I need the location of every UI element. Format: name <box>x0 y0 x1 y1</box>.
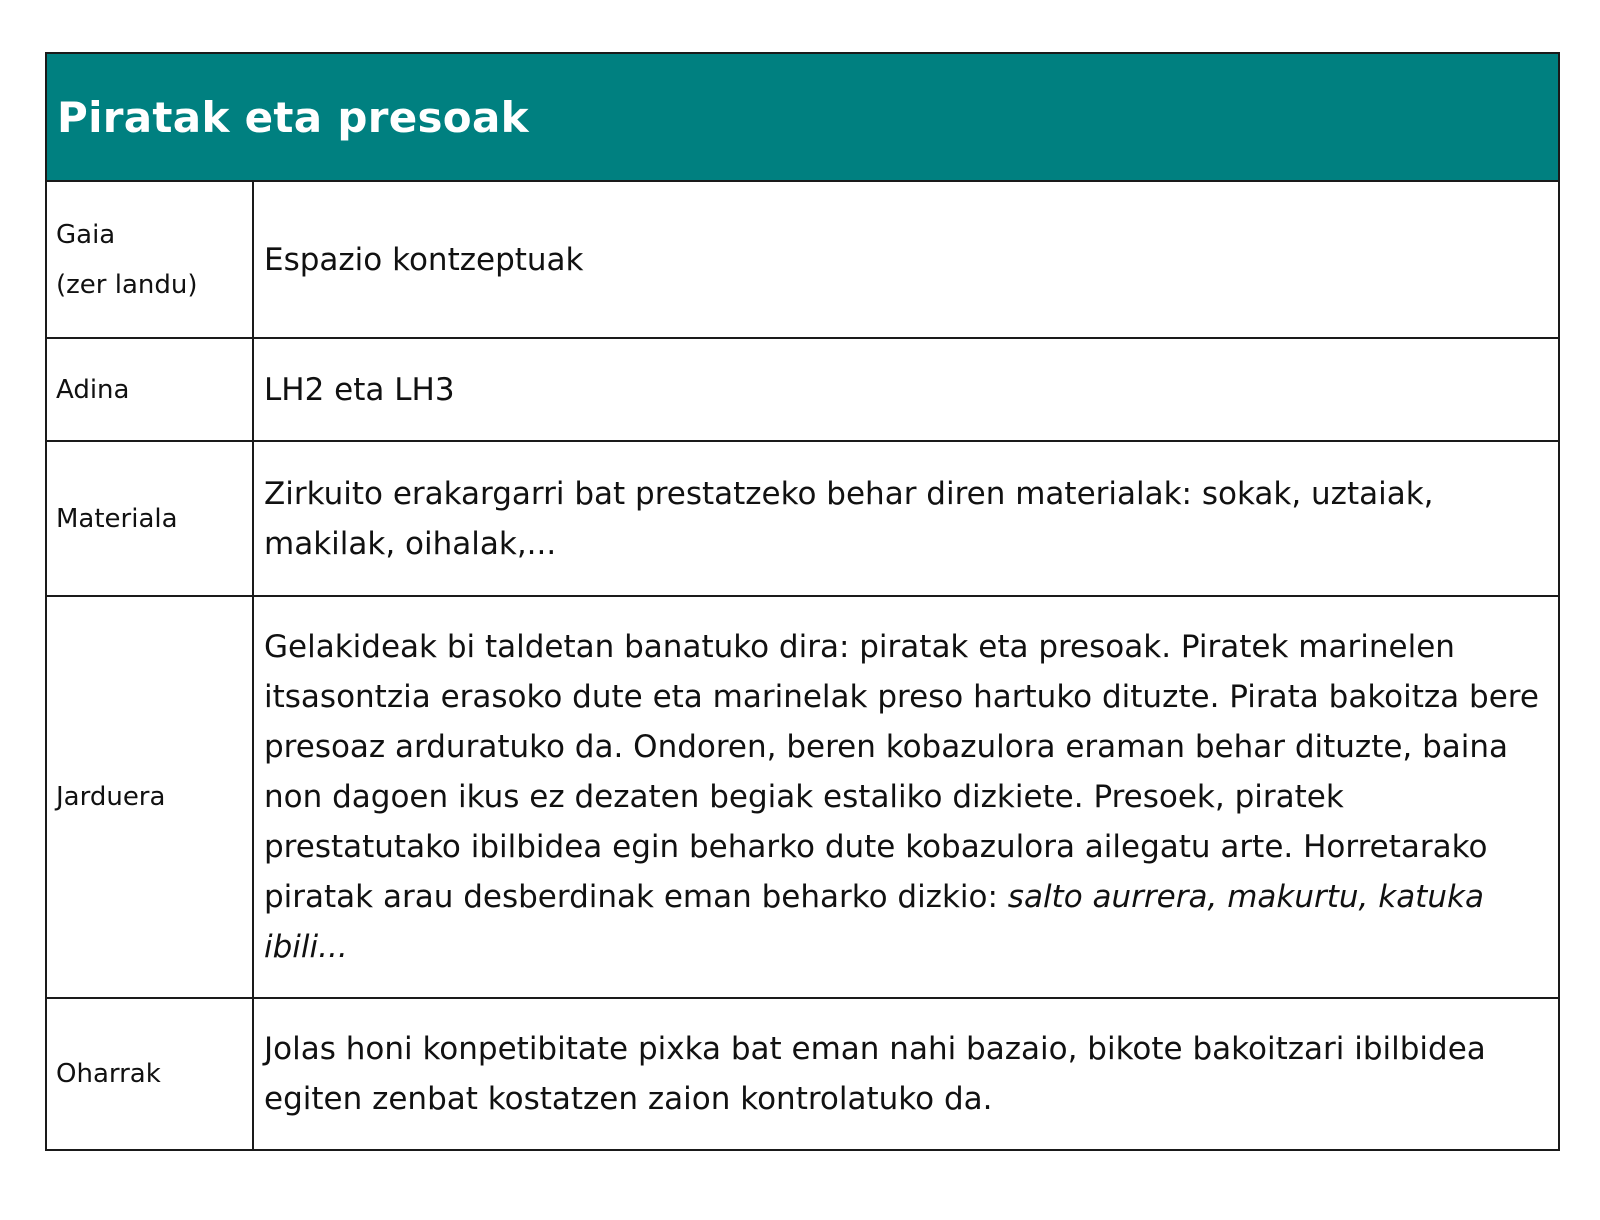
value-jarduera-text: Gelakideak bi taldetan banatuko dira: piratak eta presoak. Piratek marinelen itsasontzia erasoko dute eta marinelak preso hartuko dituzte. Pirata bakoitza bere presoaz arduratuko da. Ondoren, beren kobazulora eraman behar dituzte, baina non dagoen ikus ez dezaten begiak estaliko dizkiete. Presoek, piratek prestatutako ibilbidea egin beharko dute kobazulora ailegatu arte. Horretarako piratak arau desberdinak eman beharko dizkio: <box>264 629 1539 915</box>
row-adina <box>47 339 1558 442</box>
value-adina: LH2 eta LH3 <box>264 371 455 408</box>
label-oharrak: Oharrak <box>56 1059 161 1089</box>
row-label <box>47 182 254 337</box>
row-jarduera <box>47 597 1558 999</box>
row-oharrak <box>47 999 1558 1149</box>
card-header <box>47 54 1558 182</box>
row-value <box>254 597 1558 997</box>
row-value <box>254 999 1558 1149</box>
row-label <box>47 339 254 440</box>
label-materiala: Materiala <box>56 503 178 534</box>
label-adina: Adina <box>56 374 130 405</box>
label-gaia: Gaia <box>56 219 116 250</box>
label-stack <box>56 210 198 310</box>
value-jarduera <box>264 622 1544 972</box>
row-label <box>47 442 254 595</box>
row-label <box>47 999 254 1149</box>
label-jarduera: Jarduera <box>56 782 166 812</box>
row-value <box>254 442 1558 595</box>
label-gaia-sub: (zer landu) <box>56 269 198 300</box>
row-value <box>254 182 1558 337</box>
row-value <box>254 339 1558 440</box>
value-oharrak: Jolas honi konpetibitate pixka bat eman nahi bazaio, bikote bakoitzari ibilbidea egiten zenbat kostatzen zaion kontrolatuko da. <box>264 1031 1486 1117</box>
card-title: Piratak eta presoak <box>57 92 529 142</box>
value-jarduera-examples: salto aurrera, makurtu, katuka ibili... <box>264 879 1484 965</box>
row-gaia <box>47 182 1558 339</box>
activity-card <box>45 52 1560 1151</box>
value-materiala: Zirkuito erakargarri bat prestatzeko behar diren materialak: sokak, uztaiak, makilak, oihalak,... <box>264 475 1434 562</box>
value-gaia: Espazio kontzeptuak <box>264 241 584 278</box>
row-materiala <box>47 442 1558 597</box>
row-label <box>47 597 254 997</box>
